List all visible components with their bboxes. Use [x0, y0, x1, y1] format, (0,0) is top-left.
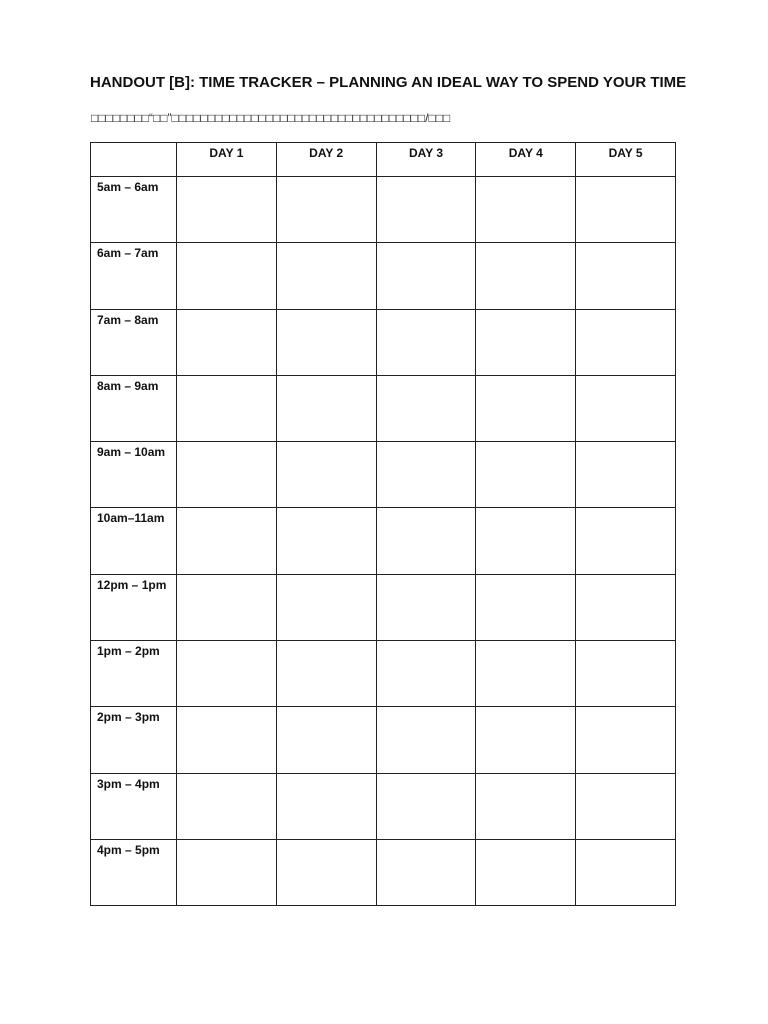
table-row: [91, 839, 676, 905]
handout-title: HANDOUT [B]: TIME TRACKER – PLANNING AN IDEAL WAY TO SPEND YOUR TIME: [90, 74, 687, 91]
day-header: DAY 5: [576, 143, 676, 177]
schedule-cell[interactable]: [476, 375, 576, 441]
schedule-cell[interactable]: [476, 309, 576, 375]
schedule-cell[interactable]: [376, 574, 476, 640]
time-slot-label: 4pm – 5pm: [91, 839, 177, 905]
schedule-cell[interactable]: [177, 442, 277, 508]
day-header: DAY 1: [177, 143, 277, 177]
day-header: DAY 4: [476, 143, 576, 177]
table-row: [91, 707, 676, 773]
table-row: [91, 309, 676, 375]
corner-cell: [91, 143, 177, 177]
schedule-cell[interactable]: [476, 574, 576, 640]
time-slot-label: 7am – 8am: [91, 309, 177, 375]
schedule-cell[interactable]: [376, 309, 476, 375]
schedule-cell[interactable]: [276, 773, 376, 839]
table-row: [91, 442, 676, 508]
schedule-cell[interactable]: [376, 177, 476, 243]
time-slot-label: 10am–11am: [91, 508, 177, 574]
schedule-cell[interactable]: [177, 707, 277, 773]
schedule-cell[interactable]: [177, 574, 277, 640]
schedule-cell[interactable]: [376, 375, 476, 441]
schedule-cell[interactable]: [276, 243, 376, 309]
schedule-cell[interactable]: [276, 839, 376, 905]
schedule-cell[interactable]: [376, 508, 476, 574]
time-slot-label: 6am – 7am: [91, 243, 177, 309]
schedule-cell[interactable]: [476, 243, 576, 309]
schedule-cell[interactable]: [576, 839, 676, 905]
schedule-cell[interactable]: [276, 177, 376, 243]
time-slot-label: 2pm – 3pm: [91, 707, 177, 773]
schedule-cell[interactable]: [576, 375, 676, 441]
table-row: [91, 177, 676, 243]
schedule-cell[interactable]: [576, 707, 676, 773]
schedule-cell[interactable]: [576, 508, 676, 574]
schedule-cell[interactable]: [576, 177, 676, 243]
schedule-cell[interactable]: [576, 574, 676, 640]
schedule-cell[interactable]: [576, 773, 676, 839]
schedule-cell[interactable]: [177, 309, 277, 375]
schedule-cell[interactable]: [376, 773, 476, 839]
time-slot-label: 3pm – 4pm: [91, 773, 177, 839]
schedule-cell[interactable]: [576, 641, 676, 707]
schedule-cell[interactable]: [276, 309, 376, 375]
time-tracker-table: [90, 142, 676, 906]
table-header-row: [91, 143, 676, 177]
schedule-cell[interactable]: [476, 641, 576, 707]
day-header: DAY 2: [276, 143, 376, 177]
schedule-cell[interactable]: [177, 177, 277, 243]
table-row: [91, 375, 676, 441]
time-slot-label: 5am – 6am: [91, 177, 177, 243]
handout-instructions: □□□□□□□□“□□”□□□□□□□□□□□□□□□□□□□□□□□□□□□□□□□□□□□/□□□: [91, 111, 451, 125]
schedule-cell[interactable]: [576, 442, 676, 508]
schedule-cell[interactable]: [476, 177, 576, 243]
schedule-cell[interactable]: [376, 707, 476, 773]
time-slot-label: 12pm – 1pm: [91, 574, 177, 640]
day-header: DAY 3: [376, 143, 476, 177]
schedule-cell[interactable]: [376, 243, 476, 309]
table-row: [91, 243, 676, 309]
schedule-cell[interactable]: [476, 839, 576, 905]
time-slot-label: 9am – 10am: [91, 442, 177, 508]
schedule-cell[interactable]: [476, 707, 576, 773]
schedule-cell[interactable]: [276, 375, 376, 441]
schedule-cell[interactable]: [576, 309, 676, 375]
table-row: [91, 508, 676, 574]
schedule-cell[interactable]: [177, 508, 277, 574]
time-slot-label: 8am – 9am: [91, 375, 177, 441]
schedule-cell[interactable]: [276, 574, 376, 640]
schedule-cell[interactable]: [376, 641, 476, 707]
schedule-cell[interactable]: [177, 375, 277, 441]
schedule-cell[interactable]: [476, 442, 576, 508]
time-slot-label: 1pm – 2pm: [91, 641, 177, 707]
schedule-cell[interactable]: [177, 641, 277, 707]
schedule-cell[interactable]: [276, 508, 376, 574]
schedule-cell[interactable]: [276, 707, 376, 773]
schedule-cell[interactable]: [276, 442, 376, 508]
schedule-cell[interactable]: [476, 773, 576, 839]
schedule-cell[interactable]: [177, 773, 277, 839]
schedule-cell[interactable]: [576, 243, 676, 309]
schedule-cell[interactable]: [276, 641, 376, 707]
schedule-cell[interactable]: [177, 839, 277, 905]
schedule-cell[interactable]: [177, 243, 277, 309]
table-row: [91, 574, 676, 640]
table-row: [91, 773, 676, 839]
schedule-cell[interactable]: [376, 442, 476, 508]
schedule-cell[interactable]: [376, 839, 476, 905]
table-row: [91, 641, 676, 707]
schedule-cell[interactable]: [476, 508, 576, 574]
